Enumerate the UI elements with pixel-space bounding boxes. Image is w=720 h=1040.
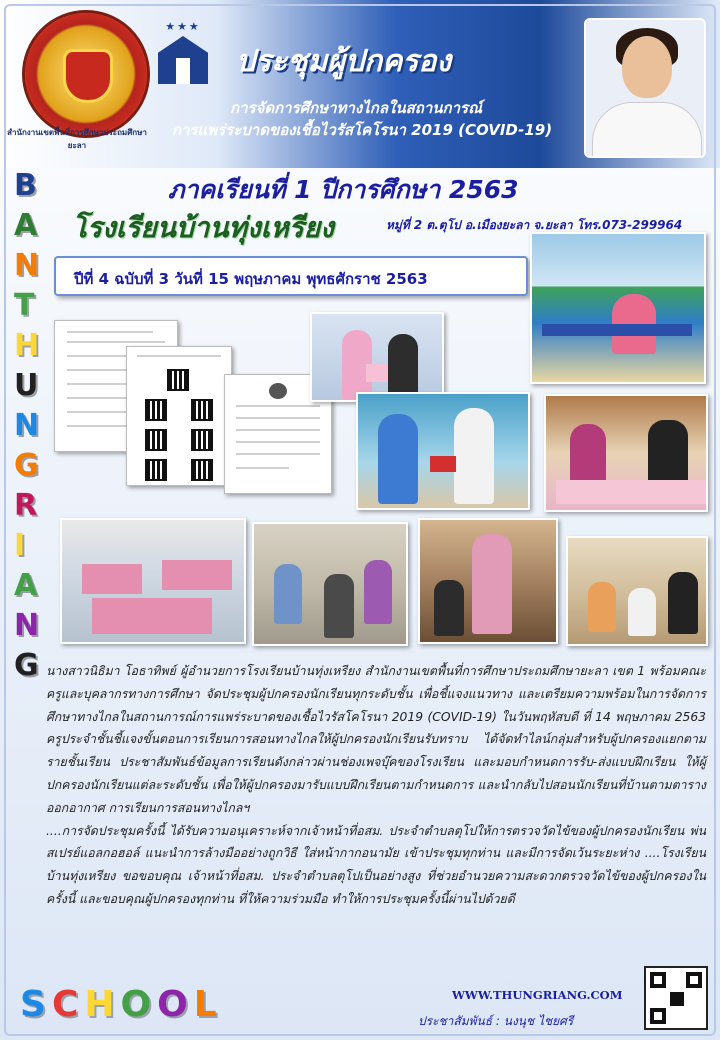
side-letter: T <box>14 288 35 323</box>
photo-pink-tables <box>60 518 246 644</box>
school-address: หมู่ที่ 2 ต.ตุโป อ.เมืองยะลา จ.ยะลา โทร.073-299964 <box>386 218 683 232</box>
photo-children-floor <box>566 536 708 646</box>
side-letter: B <box>14 168 37 203</box>
photo-classroom-tables <box>530 232 706 384</box>
side-letter: U <box>14 368 39 403</box>
stars-icon: ★★★ <box>165 20 201 33</box>
website-link[interactable]: WWW.THUNGRIANG.COM <box>452 988 623 1002</box>
school-letter: S <box>20 984 52 1025</box>
seal-emblem-icon <box>63 49 113 103</box>
side-letter: N <box>14 408 40 443</box>
school-name-thai: โรงเรียนบ้านทุ่งเหรียง <box>72 211 334 244</box>
article-paragraph-2: ....การจัดประชุมครั้งนี้ ได้รับความอนุเคราะห์จากเจ้าหน้าที่อสม. ประจำตำบลตุโปให้การตรวจวัดไข้ของผู้ปกครองนักเรียน พ่นสเปรย์แอลกอฮอล์ แนะนำการล้างมืออย่างถูกวิธี ใส่หน้ากากอนามัย เข้าประชุมทุกท่าน และมีการจัดเว้นระยะห่าง ....โรงเรียนบ้านทุ่งเหรียง ขอขอบคุณ เจ้าหน้าที่อสม. ประจำตำบลตุโปเป็นอย่างสูง ที่ช่วยอำนวยความสะดวกตรวจวัดไข้ของผู้ปกครองในครั้งนี้ และขอบคุณผู้ปกครองทุกท่าน ที่ให้ความร่วมมือ ทำให้การประชุมครั้งนี้ผ่านไปด้วยดี <box>46 823 706 906</box>
photo-seated-parents <box>252 522 408 646</box>
school-brand-logo <box>150 20 216 92</box>
article-paragraph-1: นางสาวนิธิมา โอธาทิพย์ ผู้อำนวยการโรงเรียนบ้านทุ่งเหรียง สำนักงานเขตพื้นที่การศึกษาประถมศึกษายะลา เขต 1 พร้อมคณะครูและบุคลากรทางการศึกษา จัดประชุมผู้ปกครองนักเรียนทุกระดับชั้น เพื่อชี้แจงแนวทาง และเตรียมความพร้อมในการจัดการศึกษาทางไกลในสถานการณ์การแพร่ระบาดของเชื้อไวรัสโคโรนา 2019 (COVID-19) ในวันพฤหัสบดี ที่ 14 พฤษภาคม 2563 ครูประจำชั้นชี้แจงขั้นตอนการเรียนการสอนทางไกลให้ผู้ปกครองนักเรียนรับทราบ ได้จัดทำไลน์กลุ่มสำหรับผู้ปกครองแยกตามรายชั้นเรียน ประชาสัมพันธ์ข้อมูลการเรียนดังกล่าวผ่านช่องเพจบุ๊คของโรงเรียน และมอบกำหนดการรับ-ส่งแบบฝึกเรียน ให้ผู้ปกครองนักเรียนแต่ละระดับชั้น เพื่อให้ผู้ปกครองมารับแบบฝึกเรียนตามกำหนดการ และนำกลับไปสอนนักเรียนที่บ้านตามตารางออกอากาศ การเรียนการสอนทางไกลฯ <box>46 664 706 815</box>
article-body <box>46 660 706 911</box>
qr-code-icon[interactable] <box>644 966 708 1030</box>
seal-caption: สำนักงานเขตพื้นที่การศึกษาประถมศึกษายะลา <box>7 128 147 150</box>
side-letter: N <box>14 608 40 643</box>
school-wordmark <box>20 984 223 1025</box>
subtitle-line-1: การจัดการศึกษาทางไกลในสถานการณ์ <box>230 99 482 117</box>
side-letter: R <box>14 488 38 523</box>
side-letter: G <box>14 648 39 683</box>
director-portrait <box>584 18 706 158</box>
school-letter: O <box>157 984 194 1025</box>
semester-heading: ภาคเรียนที่ 1 ปีการศึกษา 2563 <box>168 175 519 204</box>
subtitle-line-2: การแพร่ระบาดของเชื้อไวรัสโคโรนา 2019 (COVID-19) <box>172 121 553 139</box>
side-letter: G <box>14 448 39 483</box>
document-qr-sheet <box>126 346 232 486</box>
photo-hall-meeting <box>418 518 558 644</box>
side-letter: N <box>14 248 40 283</box>
obec-seal-logo <box>22 10 150 138</box>
pr-credit: ประชาสัมพันธ์ : นงนุช ไชยศรี <box>418 1014 574 1028</box>
school-letter: L <box>193 984 223 1025</box>
side-letter: H <box>14 328 40 363</box>
side-letter: A <box>14 208 38 243</box>
issue-info-box: ปีที่ 4 ฉบับที่ 3 วันที่ 15 พฤษภาคม พุทธศักราช 2563 <box>54 256 528 296</box>
side-letter: I <box>14 528 26 563</box>
school-letter: C <box>51 984 85 1025</box>
school-letter: O <box>120 984 158 1025</box>
photo-parents-at-table <box>544 394 708 512</box>
page-title: ประชุมผู้ปกครอง <box>236 44 452 79</box>
side-letter: A <box>14 568 38 603</box>
school-letter: H <box>84 984 121 1025</box>
photo-temperature-check <box>356 392 530 510</box>
photo-teachers-poster <box>310 312 444 402</box>
